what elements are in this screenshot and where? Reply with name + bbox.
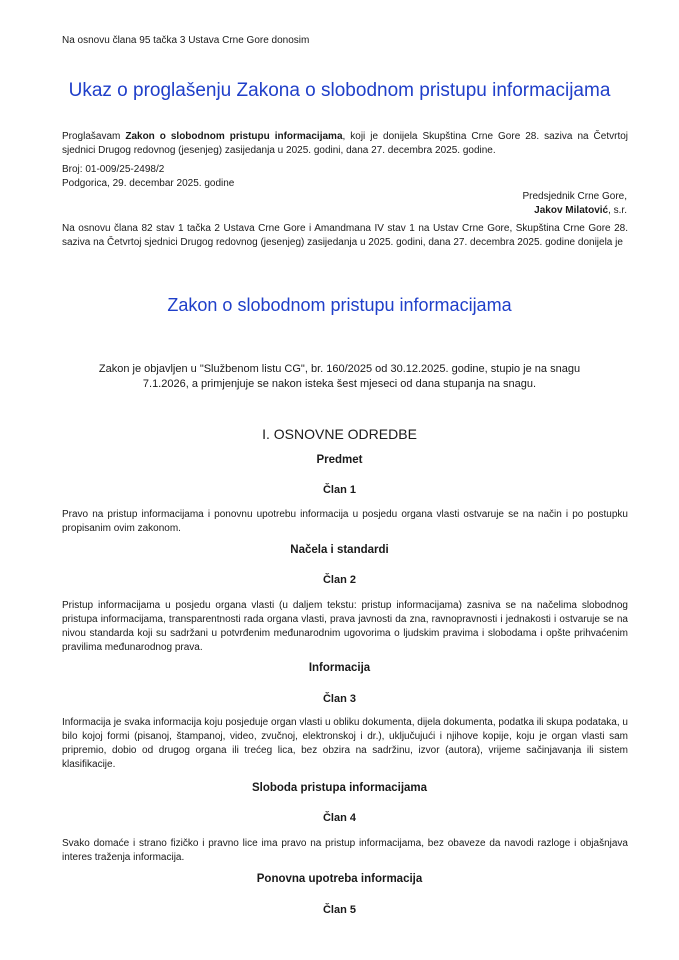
document-number: Broj: 01-009/25-2498/2	[62, 164, 165, 175]
proclamation-text-after: , koji je donijela Skupština Crne Gore 28. saziva na Četvrtoj sjednici Drugog redovnog (jesenjeg) zasijedanja u 2025. godini, dana 27. decembra 2025. godine.	[62, 131, 629, 156]
ukaz-title: Ukaz o proglašenju Zakona o slobodnom pristupu informacijama	[68, 80, 611, 101]
chapter-title: I. OSNOVNE ODREDBE	[262, 426, 417, 442]
section-heading-predmet: Predmet	[316, 454, 363, 466]
article-1-text: Pravo na pristup informacijama i ponovnu upotrebu informacija u posjedu organa vlasti ostvaruje se na način i po postupku propisanim ovim zakonom.	[62, 509, 628, 534]
section-heading-informacija: Informacija	[308, 662, 371, 674]
intro-line: Na osnovu člana 95 tačka 3 Ustava Crne Gore donosim	[62, 35, 310, 46]
article-5-label: Član 5	[322, 904, 356, 916]
place-date: Podgorica, 29. decembar 2025. godine	[62, 178, 235, 189]
section-heading-sloboda: Sloboda pristupa informacijama	[251, 782, 428, 794]
article-4-label: Član 4	[322, 812, 356, 824]
signature-block	[523, 190, 628, 218]
article-3-text: Informacija je svaka informacija koju posjeduje organ vlasti u obliku dokumenta, dijela dokumenta, podatka ili skupa podataka, u bilo kojoj formi (pisanoj, štampanoj, video, zvučnoj, elektronskoj i dr.), uključujući i njihove kopije, koju je organ vlasti sam pripremio, dobio od drugog organa ili trećeg lica, bez obzira na sadržinu, izvor (autora), vrijeme sačinjavanja ili sistem klasifikacije.	[62, 717, 628, 770]
basis-paragraph: Na osnovu člana 82 stav 1 tačka 2 Ustava Crne Gore i Amandmana IV stav 1 na Ustav Crne Gore, Skupština Crne Gore 28. saziva na Četvrtoj sjednici Drugog redovnog (jesenjeg) zasijedanja u 2025. godini, dana 27. decembra 2025. godine donijela je	[62, 223, 628, 248]
signature-line	[523, 204, 628, 218]
proclamation-law-name: Zakon o slobodnom pristupu informacijama	[125, 131, 343, 142]
signature-role: Predsjednik Crne Gore,	[522, 191, 627, 202]
proclamation-text-before: Proglašavam	[62, 131, 126, 142]
signature-name: Jakov Milatović	[534, 205, 609, 216]
article-1-label: Član 1	[322, 484, 356, 496]
signature-suffix: , s.r.	[608, 205, 627, 216]
section-heading-nacela: Načela i standardi	[290, 544, 389, 556]
publication-note: Zakon je objavljen u "Službenom listu CG", br. 160/2025 od 30.12.2025. godine, stupio je na snagu 7.1.2026, a primjenjuje se nakon isteka šest mjeseci od dana stupanja na snagu.	[98, 363, 581, 390]
law-title: Zakon o slobodnom pristupu informacijama	[167, 295, 512, 315]
article-2-label: Član 2	[322, 574, 356, 586]
proclamation-paragraph	[62, 130, 628, 158]
article-4-text: Svako domaće i strano fizičko i pravno lice ima pravo na pristup informacijama, bez obaveze da navodi razloge i objašnjava interes traženja informacija.	[62, 838, 628, 863]
article-2-text: Pristup informacijama u posjedu organa vlasti (u daljem tekstu: pristup informacijama) zasniva se na načelima slobodnog pristupa informacijama, transparentnosti rada organa vlasti, prava javnosti da zna, ravnopravnosti i jednakosti i ostvaruje se na nivou standarda koji su sadržani u potvrđenim međunarodnim ugovorima o ljudskim pravima i slobodama i opšte prihvaćenim pravilima međunarodnog prava.	[62, 600, 628, 653]
section-heading-ponovna-upotreba: Ponovna upotreba informacija	[256, 873, 423, 885]
article-3-label: Član 3	[322, 693, 356, 705]
